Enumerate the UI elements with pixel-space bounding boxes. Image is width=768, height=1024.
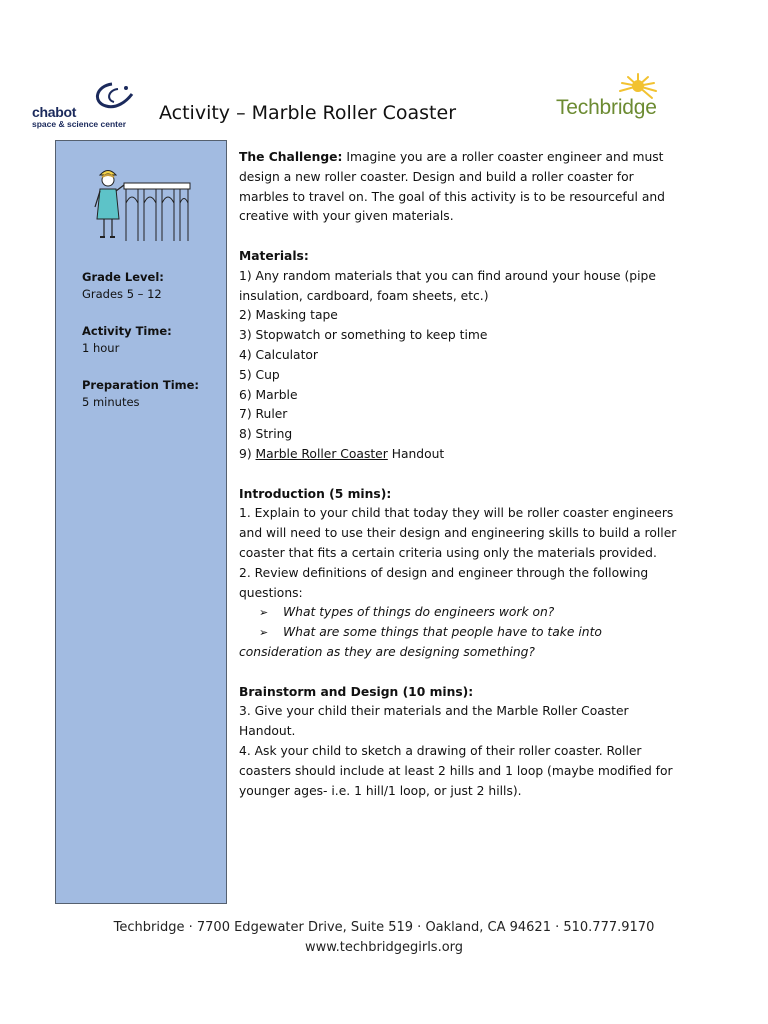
activity-time-value: 1 hour — [82, 341, 120, 355]
question-item — [239, 623, 679, 663]
challenge-heading: The Challenge: — [239, 150, 343, 164]
material-item-3: 3) Stopwatch or something to keep time — [239, 328, 488, 343]
brainstorm-heading: Brainstorm and Design (10 mins): — [239, 684, 474, 699]
material-item-9 — [239, 445, 679, 465]
chabot-logo-subtitle: space & science center — [32, 119, 127, 129]
question-2-text: What are some things that people have to take into consideration as they are designing something? — [239, 625, 602, 659]
chabot-logo-name: chabot — [32, 104, 77, 120]
footer-address: Techbridge · 7700 Edgewater Drive, Suite 519 · Oakland, CA 94621 · 510.777.9170 — [113, 920, 655, 935]
preparation-time-label: Preparation Time: — [82, 378, 200, 392]
question-item — [239, 603, 679, 623]
arrow-bullet-icon: ➢ — [259, 606, 269, 620]
preparation-time-block — [82, 377, 199, 411]
material-item-5: 5) Cup — [239, 367, 280, 382]
footer-website: www.techbridgegirls.org — [304, 940, 464, 955]
page-header — [0, 70, 768, 140]
material-item-7: 7) Ruler — [239, 407, 288, 422]
material-item-6: 6) Marble — [239, 387, 298, 402]
techbridge-logo — [556, 72, 668, 132]
introduction-step-1: 1. Explain to your child that today they will be roller coaster engineers and will need to use their design and engineering skills to build a roller coaster that fits a certain criteria using only the materials provided. — [239, 506, 677, 560]
techbridge-logo-name: Techbridge — [556, 96, 657, 119]
handout-link[interactable]: Marble Roller Coaster — [255, 446, 388, 461]
grade-level-value: Grades 5 – 12 — [82, 287, 162, 301]
chabot-swoosh-icon — [82, 80, 138, 114]
page-title: Activity – Marble Roller Coaster — [159, 102, 457, 124]
material-item-8: 8) String — [239, 427, 293, 442]
material-item-2: 2) Masking tape — [239, 308, 338, 323]
challenge-text: Imagine you are a roller coaster engineer and must design a new roller coaster. Design and build a roller coaster for marbles to travel on. The goal of this activity is to be resourceful and creative with your given materials. — [239, 150, 665, 224]
info-sidebar — [55, 140, 227, 904]
activity-content — [239, 148, 679, 801]
brainstorm-step-3: 3. Give your child their materials and the Marble Roller Coaster Handout. — [239, 704, 629, 739]
materials-heading: Materials: — [239, 248, 309, 263]
material-item-9-suffix: Handout — [387, 446, 445, 461]
activity-time-block — [82, 323, 172, 357]
arrow-bullet-icon: ➢ — [259, 626, 269, 640]
grade-level-label: Grade Level: — [82, 270, 164, 284]
preparation-time-value: 5 minutes — [82, 395, 140, 409]
challenge-paragraph — [239, 148, 679, 227]
grade-level-block — [82, 269, 164, 303]
chabot-logo — [32, 80, 138, 129]
introduction-step-2: 2. Review definitions of design and engineer through the following questions: — [239, 565, 649, 600]
material-item-9-number: 9) — [239, 446, 256, 461]
activity-time-label: Activity Time: — [82, 324, 172, 338]
question-1-text: What types of things do engineers work on? — [283, 605, 555, 620]
page-footer — [0, 918, 768, 958]
engineer-illustration — [90, 167, 196, 243]
introduction-heading: Introduction (5 mins): — [239, 486, 392, 501]
brainstorm-step-4: 4. Ask your child to sketch a drawing of their roller coaster. Roller coasters should include at least 2 hills and 1 loop (maybe modified for younger ages- i.e. 1 hill/1 loop, or just 2 hills). — [239, 743, 673, 798]
material-item-4: 4) Calculator — [239, 347, 318, 362]
material-item-1: 1) Any random materials that you can find around your house (pipe insulation, cardboard, foam sheets, etc.) — [239, 268, 656, 303]
